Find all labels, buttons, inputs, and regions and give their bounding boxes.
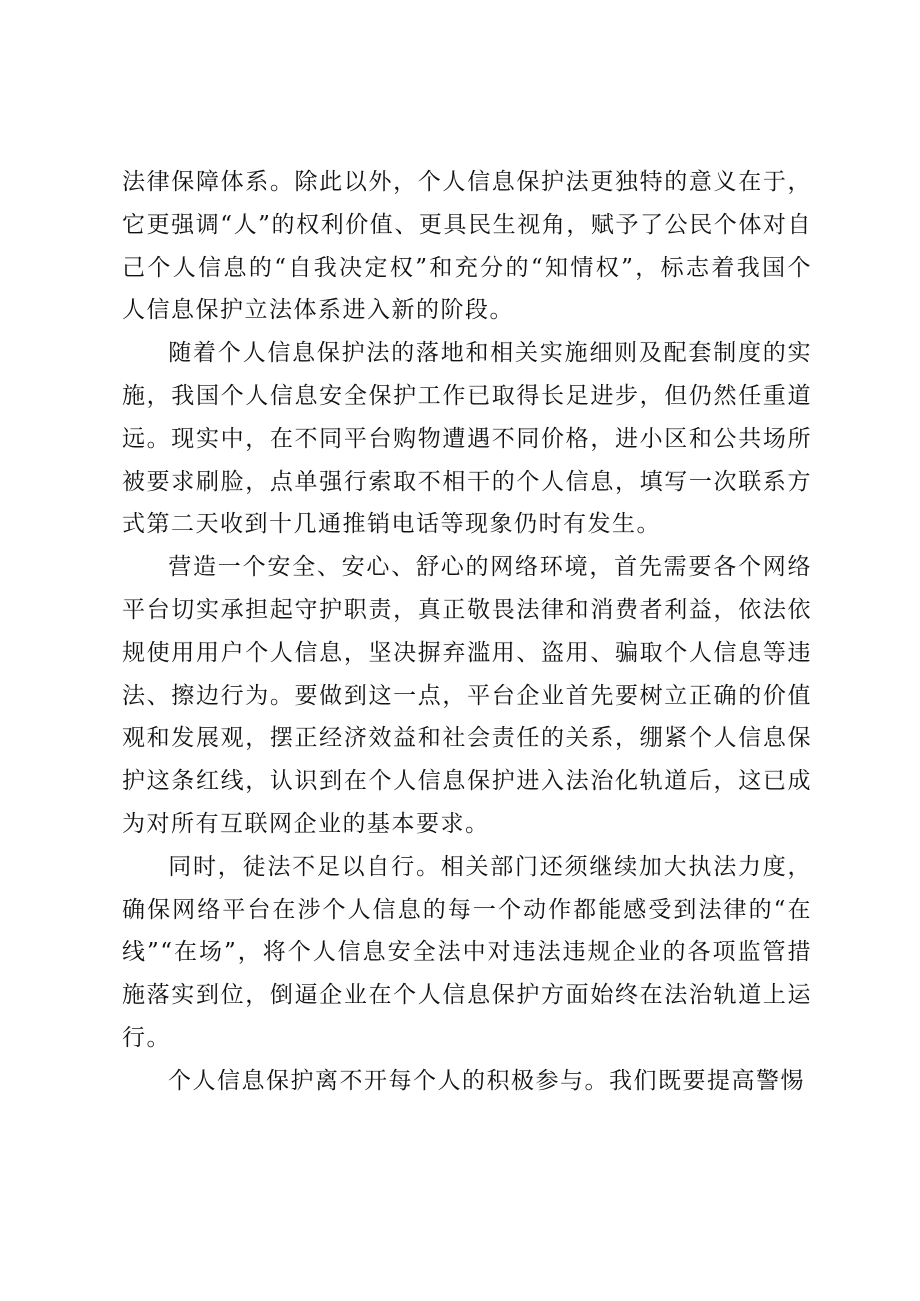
- paragraph-2-text: 随着个人信息保护法的落地和相关实施细则及配套制度的实施，我国个人信息安全保护工作已取得长足进步，但仍然任重道远。现实中，在不同平台购物遭遇不同价格，进小区和公共场所被要求刷脸，点单强行索取不相干的个人信息，填写一次联系方式第二天收到十几通推销电话等现象仍时有发生。: [122, 340, 812, 538]
- body-text: [122, 161, 812, 1103]
- paragraph-1: [122, 161, 812, 332]
- paragraph-2: [122, 332, 812, 546]
- paragraph-3: [122, 546, 812, 846]
- paragraph-5-text: 个人信息保护离不开每个人的积极参与。我们既要提高警惕: [168, 1067, 805, 1094]
- paragraph-4: [122, 846, 812, 1060]
- paragraph-4-text: 同时，徒法不足以自行。相关部门还须继续加大执法力度，确保网络平台在涉个人信息的每一个动作都能感受到法律的“在线”“在场”，将个人信息安全法中对违法违规企业的各项监管措施落实到位，倒逼企业在个人信息保护方面始终在法治轨道上运行。: [122, 853, 812, 1051]
- paragraph-1-text: 法律保障体系。除此以外，个人信息保护法更独特的意义在于，它更强调“人”的权利价值、更具民生视角，赋予了公民个体对自己个人信息的“自我决定权”和充分的“知情权”，标志着我国个人信息保护立法体系进入新的阶段。: [122, 169, 812, 324]
- paragraph-5: [122, 1060, 812, 1103]
- paragraph-3-text: 营造一个安全、安心、舒心的网络环境，首先需要各个网络平台切实承担起守护职责，真正敬畏法律和消费者利益，依法依规使用用户个人信息，坚决摒弃滥用、盗用、骗取个人信息等违法、擦边行为。要做到这一点，平台企业首先要树立正确的价值观和发展观，摆正经济效益和社会责任的关系，绷紧个人信息保护这条红线，认识到在个人信息保护进入法治化轨道后，这已成为对所有互联网企业的基本要求。: [122, 554, 812, 837]
